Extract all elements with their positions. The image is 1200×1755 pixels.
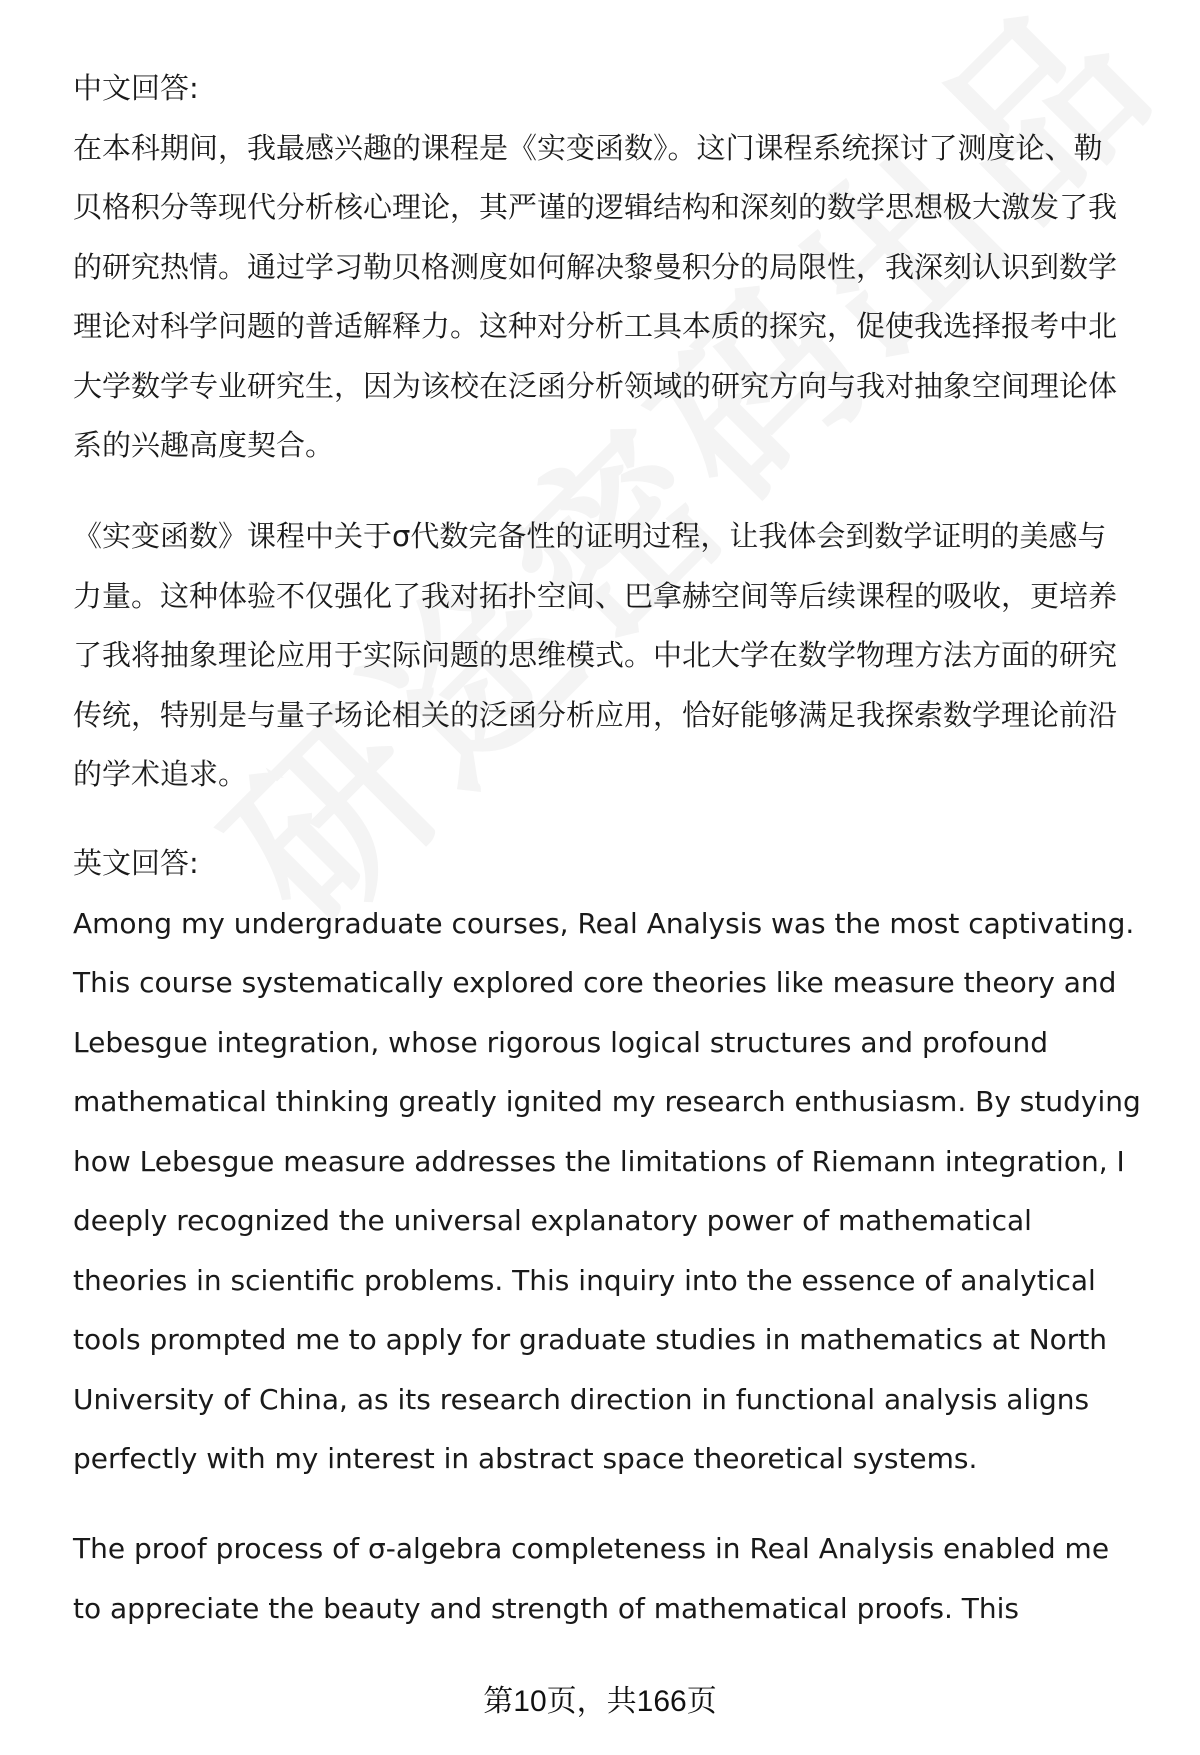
text-line: 大学数学专业研究生，因为该校在泛函分析领域的研究方向与我对抽象空间理论体 [73,368,1118,403]
text-line: deeply recognized the universal explanatory power of mathematical [73,1204,1032,1237]
text-line: 《实变函数》课程中关于σ代数完备性的证明过程，让我体会到数学证明的美感与 [73,519,1107,553]
chinese-answer-paragraph-2 [73,507,1153,805]
text-line: perfectly with my interest in abstract space theoretical systems. [73,1442,978,1475]
text-line: to appreciate the beauty and strength of mathematical proofs. This [73,1591,1019,1625]
text-line: 的学术追求。 [73,757,248,791]
page-number: 第10页，共166页 [483,1685,717,1718]
chinese-answer-paragraph-1 [73,59,1153,476]
text-line: 力量。这种体验不仅强化了我对拓扑空间、巴拿赫空间等后续课程的吸收，更培养 [73,578,1118,613]
text-line: 传统，特别是与量子场论相关的泛函分析应用，恰好能够满足我探索数学理论前沿 [73,697,1118,732]
chinese-answer-label: 中文回答: [73,71,199,105]
english-answer-paragraph-1 [73,834,1153,1489]
text-line: Among my undergraduate courses, Real Analysis was the most captivating. [73,906,1135,940]
text-line: 理论对科学问题的普适解释力。这种对分析工具本质的探究，促使我选择报考中北 [73,309,1118,343]
text-line: tools prompted me to apply for graduate studies in mathematics at North [73,1323,1108,1356]
text-line: The proof process of σ-algebra completeness in Real Analysis enabled me [73,1532,1110,1565]
text-line: 在本科期间，我最感兴趣的课程是《实变函数》。这门课程系统探讨了测度论、勒 [73,130,1103,165]
text-line: 了我将抽象理论应用于实际问题的思维模式。中北大学在数学物理方法方面的研究 [73,638,1118,672]
text-line: 贝格积分等现代分析核心理论，其严谨的逻辑结构和深刻的数学思想极大激发了我 [73,190,1118,224]
text-line: 的研究热情。通过学习勒贝格测度如何解决黎曼积分的局限性，我深刻认识到数学 [73,249,1118,284]
english-answer-paragraph-2 [73,1519,1153,1638]
text-line: This course systematically explored core theories like measure theory and [73,966,1117,999]
text-line: Lebesgue integration, whose rigorous logical structures and profound [73,1025,1049,1059]
text-line: how Lebesgue measure addresses the limitations of Riemann integration, I [73,1144,1125,1178]
text-line: University of China, as its research direction in functional analysis aligns [73,1382,1090,1416]
text-line: 系的兴趣高度契合。 [73,428,335,462]
text-line: mathematical thinking greatly ignited my research enthusiasm. By studying [73,1085,1141,1118]
text-line: theories in scientific problems. This inquiry into the essence of analytical [73,1263,1096,1297]
english-answer-label: 英文回答: [73,846,199,880]
